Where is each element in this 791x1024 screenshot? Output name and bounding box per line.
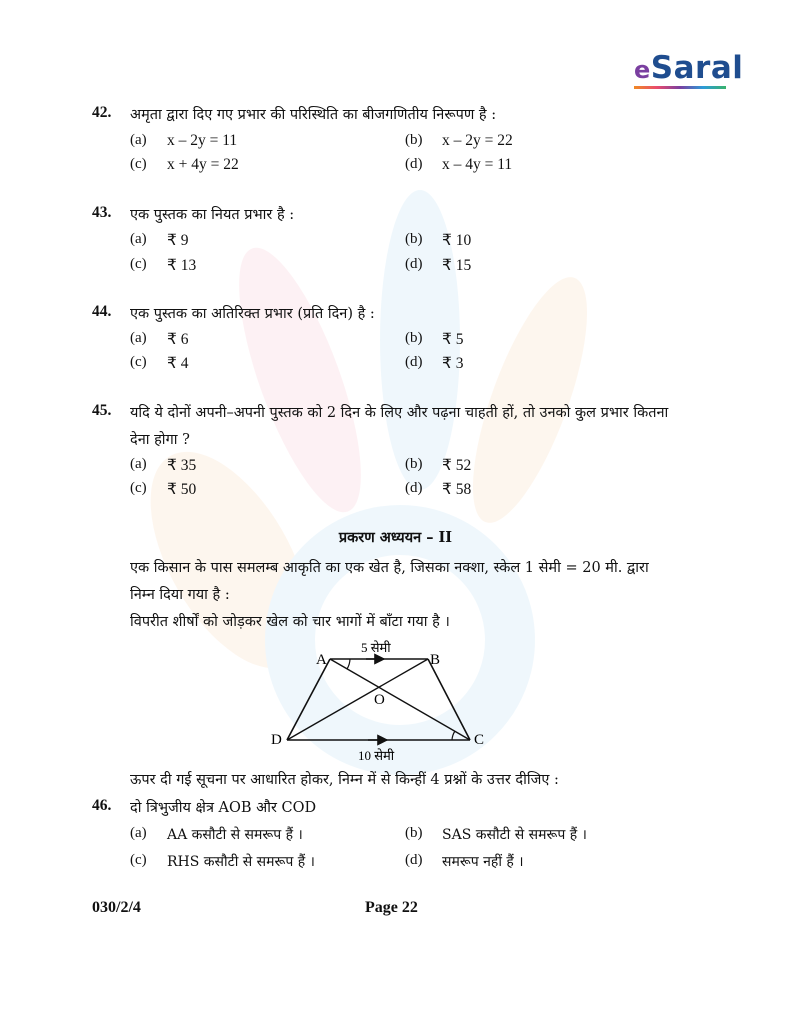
option-label: (d) — [405, 256, 423, 272]
option-text: ₹ 10 — [442, 232, 472, 249]
option-text: समरूप नहीं हैं । — [442, 854, 524, 870]
case-study-heading: प्रकरण अध्ययन – II — [338, 529, 453, 546]
option-text: ₹ 50 — [167, 481, 197, 498]
question-number: 43. — [92, 204, 112, 221]
option-label: (a) — [130, 132, 147, 148]
point-label-a: A — [316, 652, 327, 668]
option-label: (d) — [405, 354, 423, 370]
option-text: ₹ 58 — [442, 481, 472, 498]
case-study-para-line2: निम्न दिया गया है : — [130, 587, 230, 603]
question-number: 42. — [92, 104, 112, 121]
esaral-logo — [634, 50, 743, 89]
page-number: Page 22 — [365, 899, 418, 916]
option-text: AA कसौटी से समरूप हैं । — [167, 827, 303, 843]
option-text: x – 2y = 22 — [442, 132, 513, 149]
option-text: ₹ 52 — [442, 457, 472, 474]
point-label-b: B — [430, 652, 441, 668]
logo-prefix: e — [634, 56, 651, 84]
option-label: (a) — [130, 231, 147, 247]
question-text: दो त्रिभुजीय क्षेत्र AOB और COD — [130, 800, 317, 816]
option-label: (c) — [130, 256, 147, 272]
question-text: एक पुस्तक का नियत प्रभार है : — [130, 207, 295, 223]
option-label: (b) — [405, 132, 423, 148]
logo-name: Saral — [650, 50, 744, 86]
logo-underline — [634, 86, 726, 89]
case-study-para-line1: एक किसान के पास समलम्ब आकृति का एक खेत है, जिसका नक्शा, स्केल 1 सेमी = 20 मी. द्वारा — [130, 560, 649, 576]
option-text: SAS कसौटी से समरूप हैं । — [442, 827, 587, 843]
option-text: ₹ 15 — [442, 257, 472, 274]
option-label: (a) — [130, 456, 147, 472]
option-label: (d) — [405, 480, 423, 496]
option-label: (b) — [405, 231, 423, 247]
option-label: (d) — [405, 852, 423, 868]
question-text: अमृता द्वारा दिए गए प्रभार की परिस्थिति का बीजगणितीय निरूपण है : — [130, 107, 497, 123]
question-number: 44. — [92, 303, 112, 320]
question-text-line2: देना होगा ? — [130, 432, 190, 448]
case-study-instruction: ऊपर दी गई सूचना पर आधारित होकर, निम्न में से किन्हीं 4 प्रश्नों के उत्तर दीजिए : — [130, 772, 559, 788]
question-number: 46. — [92, 797, 112, 814]
option-label: (b) — [405, 456, 423, 472]
option-text: RHS कसौटी से समरूप हैं । — [167, 854, 315, 870]
question-text-line1: यदि ये दोनों अपनी–अपनी पुस्तक को 2 दिन के लिए और पढ़ना चाहती हों, तो उनको कुल प्रभार कितना — [130, 405, 669, 421]
question-text: एक पुस्तक का अतिरिक्त प्रभार (प्रति दिन) है : — [130, 306, 375, 322]
option-label: (b) — [405, 825, 423, 841]
option-text: ₹ 13 — [167, 257, 197, 274]
bottom-length-label: 10 सेमी — [358, 748, 395, 763]
option-label: (a) — [130, 330, 147, 346]
option-text: ₹ 9 — [167, 232, 189, 249]
option-text: ₹ 35 — [167, 457, 197, 474]
option-label: (c) — [130, 354, 147, 370]
case-study-para-line3: विपरीत शीर्षों को जोड़कर खेल को चार भागों में बाँटा गया है । — [130, 614, 450, 630]
option-text: x – 2y = 11 — [167, 132, 238, 149]
angle-arc-c — [452, 731, 455, 740]
option-label: (c) — [130, 480, 147, 496]
paper-code: 030/2/4 — [92, 899, 141, 916]
trapezium-figure — [260, 636, 500, 768]
option-text: ₹ 3 — [442, 355, 464, 372]
angle-arc-a — [347, 659, 350, 669]
option-label: (b) — [405, 330, 423, 346]
question-number: 45. — [92, 402, 112, 419]
option-label: (c) — [130, 156, 147, 172]
point-label-o: O — [374, 692, 385, 708]
point-label-c: C — [474, 732, 485, 748]
option-text: ₹ 5 — [442, 331, 464, 348]
option-text: x – 4y = 11 — [442, 156, 513, 173]
option-label: (a) — [130, 825, 147, 841]
top-length-label: 5 सेमी — [361, 640, 391, 655]
option-text: ₹ 6 — [167, 331, 189, 348]
option-label: (d) — [405, 156, 423, 172]
point-label-d: D — [271, 732, 282, 748]
option-label: (c) — [130, 852, 147, 868]
option-text: x + 4y = 22 — [167, 156, 239, 173]
option-text: ₹ 4 — [167, 355, 189, 372]
